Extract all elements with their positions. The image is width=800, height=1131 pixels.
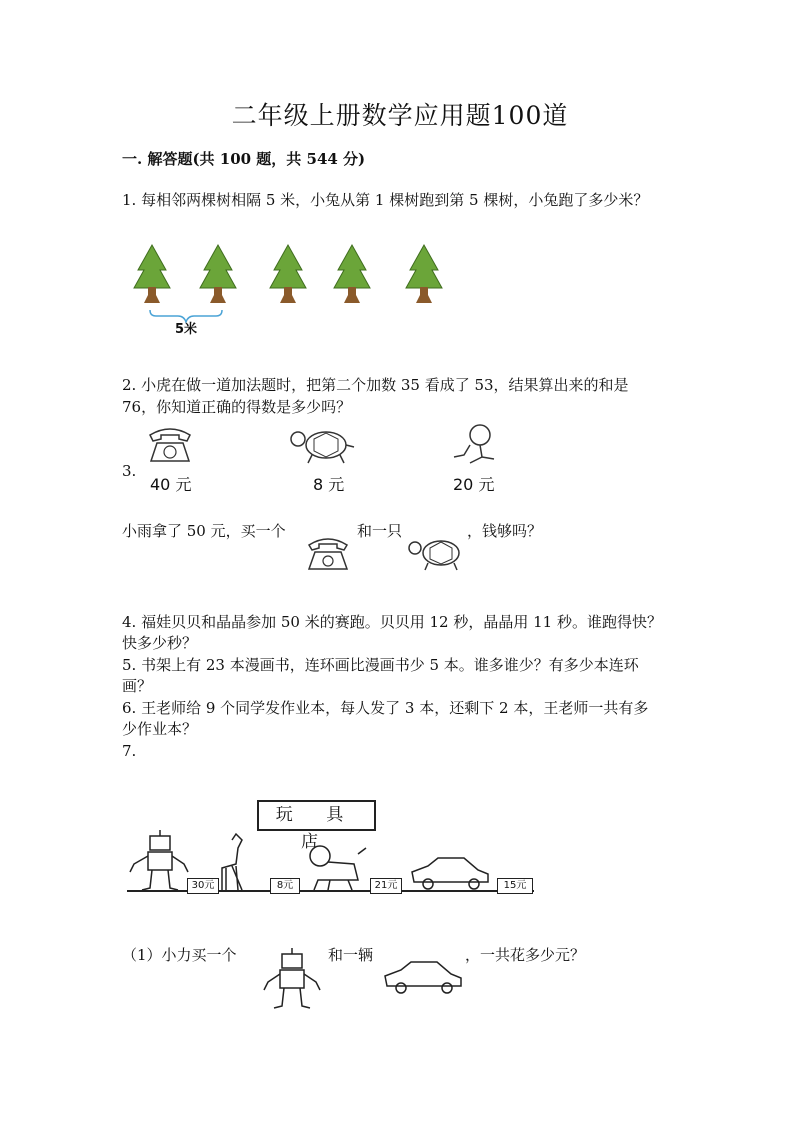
car-icon	[383, 960, 463, 996]
robot-icon	[262, 948, 322, 1010]
question-7-sub1-a: （1）小力买一个	[122, 946, 237, 964]
telephone-icon-small	[305, 535, 351, 573]
question-6-line1: 6. 王老师给 9 个同学发作业本，每人发了 3 本，还剩下 2 本，王老师一共有多	[122, 699, 649, 717]
section-heading: 一. 解答题(共 100 题，共 544 分)	[122, 150, 366, 168]
question-7-sub1-c: ，一共花多少元？	[465, 946, 586, 964]
price-telephone: 40 元	[150, 475, 192, 494]
price-tag-deer: 8元	[270, 878, 300, 894]
question-2-line1: 2. 小虎在做一道加法题时，把第二个加数 35 看成了 53，结果算出来的和是	[122, 376, 629, 394]
question-7-number: 7.	[122, 742, 137, 760]
question-5-line1: 5. 书架上有 23 本漫画书，连环画比漫画书少 5 本。谁多谁少？有多少本连环	[122, 656, 639, 674]
question-4-line1: 4. 福娃贝贝和晶晶参加 50 米的赛跑。贝贝用 12 秒，晶晶用 11 秒。谁跑得快？	[122, 613, 662, 631]
price-child-toy: 20 元	[453, 475, 495, 494]
telephone-icon	[145, 425, 195, 465]
child-toy-icon	[450, 423, 500, 468]
price-tag-dog: 21元	[370, 878, 402, 894]
toy-shelf-illustration	[122, 830, 542, 895]
turtle-icon	[288, 427, 358, 465]
question-4-line2: 快多少秒？	[122, 634, 198, 652]
tree-distance-label: 5米	[175, 322, 198, 337]
question-3-number: 3.	[122, 462, 137, 480]
turtle-icon-small	[407, 537, 469, 571]
price-tag-robot: 30元	[187, 878, 219, 894]
question-3-part-c: ，钱够吗？	[467, 522, 543, 540]
question-5-line2: 画？	[122, 677, 153, 695]
page-title: 二年级上册数学应用题100道	[231, 101, 569, 130]
question-3-part-a: 小雨拿了 50 元，买一个	[122, 522, 286, 540]
question-3-part-b: 和一只	[357, 522, 403, 540]
toy-shop-sign: 玩 具 店	[257, 800, 376, 831]
question-6-line2: 少作业本？	[122, 720, 198, 738]
price-tag-car: 15元	[497, 878, 533, 894]
question-2-line2: 76，你知道正确的得数是多少吗？	[122, 398, 352, 416]
question-1-text: 1. 每相邻两棵树相隔 5 米，小兔从第 1 棵树跑到第 5 棵树，小兔跑了多少米？	[122, 191, 649, 209]
price-turtle: 8 元	[313, 475, 345, 494]
question-7-sub1-b: 和一辆	[328, 946, 374, 964]
